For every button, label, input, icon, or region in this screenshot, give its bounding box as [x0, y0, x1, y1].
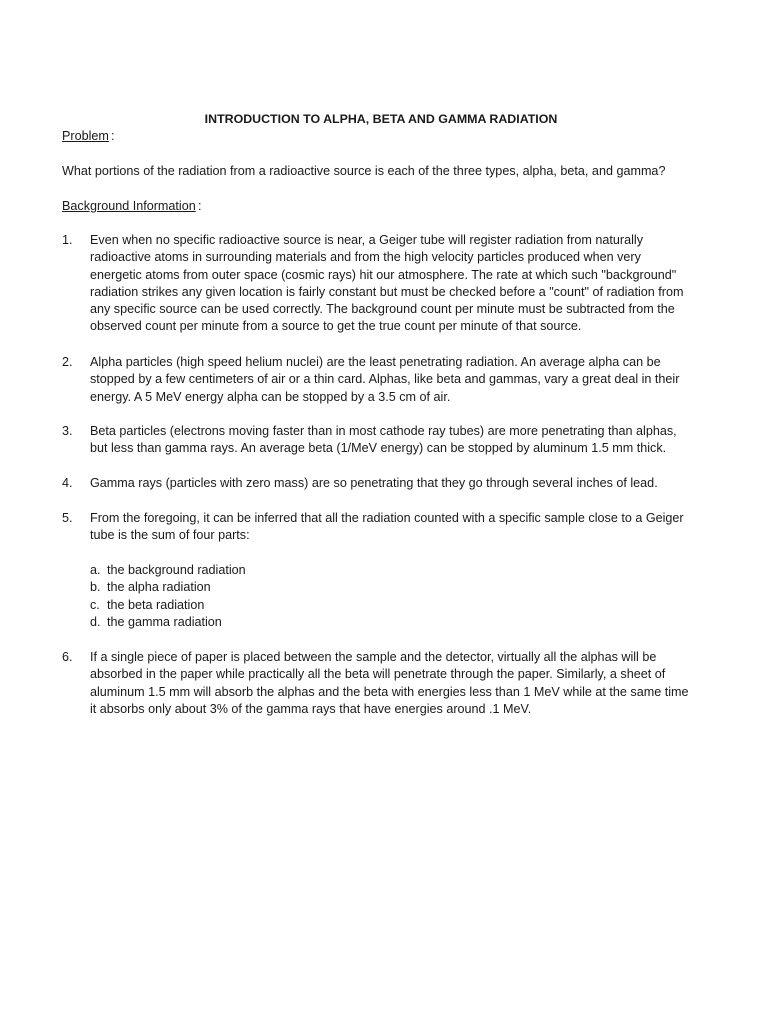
item-number: 5. — [62, 511, 73, 525]
list-item — [62, 510, 712, 545]
sub-item-letter: a. — [90, 563, 101, 577]
background-colon: : — [198, 199, 202, 213]
item-line: radioactive atoms in surrounding materials and from the high velocity particles produced when very — [90, 250, 641, 265]
sub-item-letter: c. — [90, 597, 100, 612]
list-item — [62, 423, 712, 458]
item-text — [90, 354, 710, 406]
item-line: aluminum 1.5 mm will absorb the alphas and the beta with energies less than 1 MeV while at the same time — [90, 684, 689, 699]
item-line: any specific source can be used correctly. The background count per minute must be subtracted from the — [90, 302, 675, 317]
item-line: If a single piece of paper is placed between the sample and the detector, virtually all the alphas will be — [90, 650, 657, 664]
problem-question: What portions of the radiation from a radioactive source is each of the three types, alpha, beta, and gamma? — [62, 164, 666, 178]
item-line: Gamma rays (particles with zero mass) are so penetrating that they go through several inches of lead. — [90, 476, 658, 490]
item-line: stopped by a few centimeters of air or a thin card. Alphas, like beta and gammas, vary a great deal in their — [90, 372, 680, 387]
item-text — [90, 510, 710, 545]
problem-label: Problem — [62, 129, 109, 143]
problem-heading — [62, 128, 109, 145]
item-number: 2. — [62, 355, 73, 369]
item-text — [90, 232, 710, 336]
item-line: observed count per minute from a source to get the true count per minute of that source. — [90, 319, 582, 334]
sub-item-letter: b. — [90, 580, 101, 595]
item-text — [90, 649, 710, 718]
sub-list-item — [90, 614, 490, 631]
item-line: tube is the sum of four parts: — [90, 528, 250, 543]
item-number: 1. — [62, 233, 73, 247]
item-line: it absorbs only about 3% of the gamma rays that have energies around .1 MeV. — [90, 701, 532, 716]
item-line: absorbed in the paper while practically all the beta will penetrate through the paper. Similarly, a sheet of — [90, 667, 666, 682]
sub-list — [90, 562, 490, 631]
item-line: energy. A 5 MeV energy alpha can be stopped by a 3.5 cm of air. — [90, 389, 451, 404]
item-line: From the foregoing, it can be inferred that all the radiation counted with a specific sample close to a Geiger — [90, 511, 684, 525]
item-line: Beta particles (electrons moving faster than in most cathode ray tubes) are more penetrating than alphas, — [90, 424, 677, 438]
sub-list-item — [90, 597, 490, 614]
item-line: energetic atoms from outer space (cosmic rays) hit our atmosphere. The rate at which such "background" — [90, 267, 677, 282]
item-line: radiation strikes any given location is fairly constant but must be checked before a "count" of radiation from — [90, 284, 684, 299]
list-item — [62, 475, 712, 492]
list-item — [62, 232, 712, 336]
background-heading — [62, 198, 196, 215]
item-text — [90, 475, 710, 492]
list-item — [62, 649, 712, 718]
sub-item-text: the beta radiation — [107, 597, 205, 612]
item-number: 4. — [62, 476, 73, 490]
list-item — [62, 354, 712, 406]
sub-item-text: the gamma radiation — [107, 614, 222, 629]
item-number: 3. — [62, 424, 73, 438]
document-title: INTRODUCTION TO ALPHA, BETA AND GAMMA RADIATION — [204, 112, 558, 126]
item-text — [90, 423, 710, 458]
item-line: but less than gamma rays. An average beta (1/MeV energy) can be stopped by aluminum 1.5 mm thick. — [90, 441, 667, 456]
problem-colon: : — [111, 129, 115, 143]
item-number: 6. — [62, 650, 73, 664]
sub-item-text: the background radiation — [107, 563, 246, 577]
background-label: Background Information — [62, 199, 196, 213]
sub-list-item — [90, 562, 490, 579]
sub-item-text: the alpha radiation — [107, 580, 211, 595]
sub-item-letter: d. — [90, 614, 101, 629]
sub-list-item — [90, 579, 490, 596]
item-line: Even when no specific radioactive source is near, a Geiger tube will register radiation from naturally — [90, 233, 643, 247]
item-line: Alpha particles (high speed helium nuclei) are the least penetrating radiation. An average alpha can be — [90, 355, 661, 369]
